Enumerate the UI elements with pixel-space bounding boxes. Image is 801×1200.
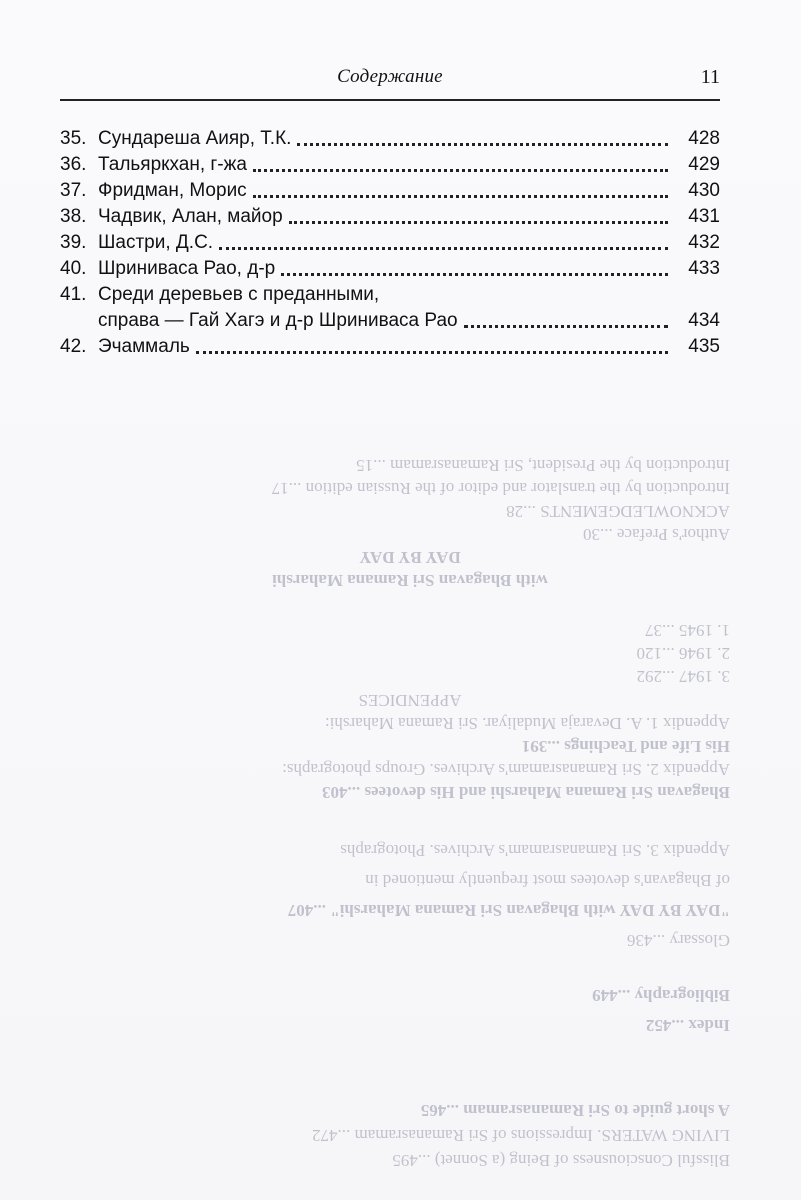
entry-title: Чадвик, Алан, майор bbox=[98, 206, 283, 227]
entry-title: Фридман, Морис bbox=[98, 180, 247, 201]
running-head bbox=[60, 66, 720, 96]
entry-page: 434 bbox=[688, 310, 720, 331]
bleed-through-line: His Life and Teachings ...391 bbox=[521, 737, 730, 756]
bleed-through-line: Author's Preface ...30 bbox=[582, 525, 730, 544]
entry-number: 35. bbox=[60, 128, 87, 149]
list-item bbox=[60, 282, 720, 334]
list-item bbox=[60, 178, 720, 204]
illustrations-list bbox=[60, 126, 720, 360]
bleed-through-line: LIVING WATERS. Impressions of Sri Ramanasramam ...472 bbox=[311, 1126, 730, 1145]
entry-title: Эчаммаль bbox=[98, 336, 190, 357]
leader-dots bbox=[196, 351, 668, 354]
list-item bbox=[60, 334, 720, 360]
list-item bbox=[60, 204, 720, 230]
bleed-through-line: APPENDICES bbox=[358, 691, 462, 710]
bleed-through-line: 3. 1947 ...292 bbox=[636, 667, 730, 686]
entry-page: 429 bbox=[688, 154, 720, 175]
leader-dots bbox=[253, 195, 668, 198]
bleed-through-line: Introduction by the translator and editor of the Russian edition ...17 bbox=[271, 479, 730, 498]
entry-page: 430 bbox=[688, 180, 720, 201]
leader-dots bbox=[253, 169, 668, 172]
bleed-through-line: of Bhagavan's devotees most frequently mentioned in bbox=[365, 871, 730, 890]
entry-number: 37. bbox=[60, 180, 87, 201]
leader-dots bbox=[297, 143, 668, 146]
entry-title: Сундареша Аияр, Т.К. bbox=[98, 128, 292, 149]
entry-page: 435 bbox=[688, 336, 720, 357]
bleed-through-line: Appendix 2. Sri Ramanasramam's Archives. Groups photographs: bbox=[282, 760, 730, 779]
bleed-through-line: Appendix 1. A. Devaraja Mudaliyar. Sri Ramana Maharshi: bbox=[324, 714, 730, 733]
leader-dots bbox=[219, 247, 668, 250]
entry-page: 432 bbox=[688, 232, 720, 253]
entry-number: 41. bbox=[60, 284, 87, 305]
entry-number: 39. bbox=[60, 232, 87, 253]
entry-title: Шринивасa Рао, д-р bbox=[98, 258, 276, 279]
bleed-through-line: Index ...452 bbox=[645, 1016, 730, 1035]
bleed-through-line: Blissful Consciousness of Being (a Sonnet) ...495 bbox=[392, 1151, 730, 1170]
list-item bbox=[60, 152, 720, 178]
entry-page: 433 bbox=[688, 258, 720, 279]
header-rule bbox=[60, 99, 720, 101]
bleed-through-line: "DAY BY DAY with Bhagavan Sri Ramana Maharshi" ...407 bbox=[287, 901, 730, 920]
list-item bbox=[60, 230, 720, 256]
leader-dots bbox=[281, 273, 668, 276]
entry-number: 42. bbox=[60, 336, 87, 357]
bleed-through-line: Bibliography ...449 bbox=[592, 986, 730, 1005]
bleed-through-line: with Bhagavan Sri Ramana Maharshi bbox=[272, 571, 548, 590]
leader-dots bbox=[464, 325, 668, 328]
bleed-through-line: DAY BY DAY bbox=[359, 548, 461, 567]
entry-number: 36. bbox=[60, 154, 87, 175]
bleed-through-line: Appendix 3. Sri Ramanasramam's Archives. Photographs bbox=[340, 841, 730, 860]
list-item bbox=[60, 126, 720, 152]
entry-page: 431 bbox=[688, 206, 720, 227]
bleed-through-line: 2. 1946 ...120 bbox=[636, 644, 730, 663]
entry-number: 38. bbox=[60, 206, 87, 227]
entry-title-line-1: Среди деревьев с преданными, bbox=[98, 284, 380, 305]
bleed-through-line: Bhagavan Sri Ramana Maharshi and His devotees ...403 bbox=[321, 783, 730, 802]
entry-number: 40. bbox=[60, 258, 87, 279]
bleed-through-line: Glossary ...436 bbox=[627, 931, 730, 950]
entry-page: 428 bbox=[688, 128, 720, 149]
entry-title: Тальяркхан, г-жа bbox=[98, 154, 247, 175]
bleed-through-line: Introduction by the President, Sri Ramanasramam ...15 bbox=[356, 456, 730, 475]
bleed-through-line: A short guide to Sri Ramanasramam ...465 bbox=[420, 1101, 730, 1120]
bleed-through-line: ACKNOWLEDGEMENTS ...28 bbox=[506, 502, 730, 521]
entry-title: Шастри, Д.С. bbox=[98, 232, 214, 253]
running-head-title: Содержание bbox=[337, 66, 443, 87]
bleed-through-line: 1. 1945 ...37 bbox=[645, 621, 730, 640]
page-number: 11 bbox=[700, 66, 720, 88]
entry-title-line-2: справа — Гай Хагэ и д-р Шринивасa Рао bbox=[98, 310, 458, 331]
list-item bbox=[60, 256, 720, 282]
leader-dots bbox=[289, 221, 668, 224]
